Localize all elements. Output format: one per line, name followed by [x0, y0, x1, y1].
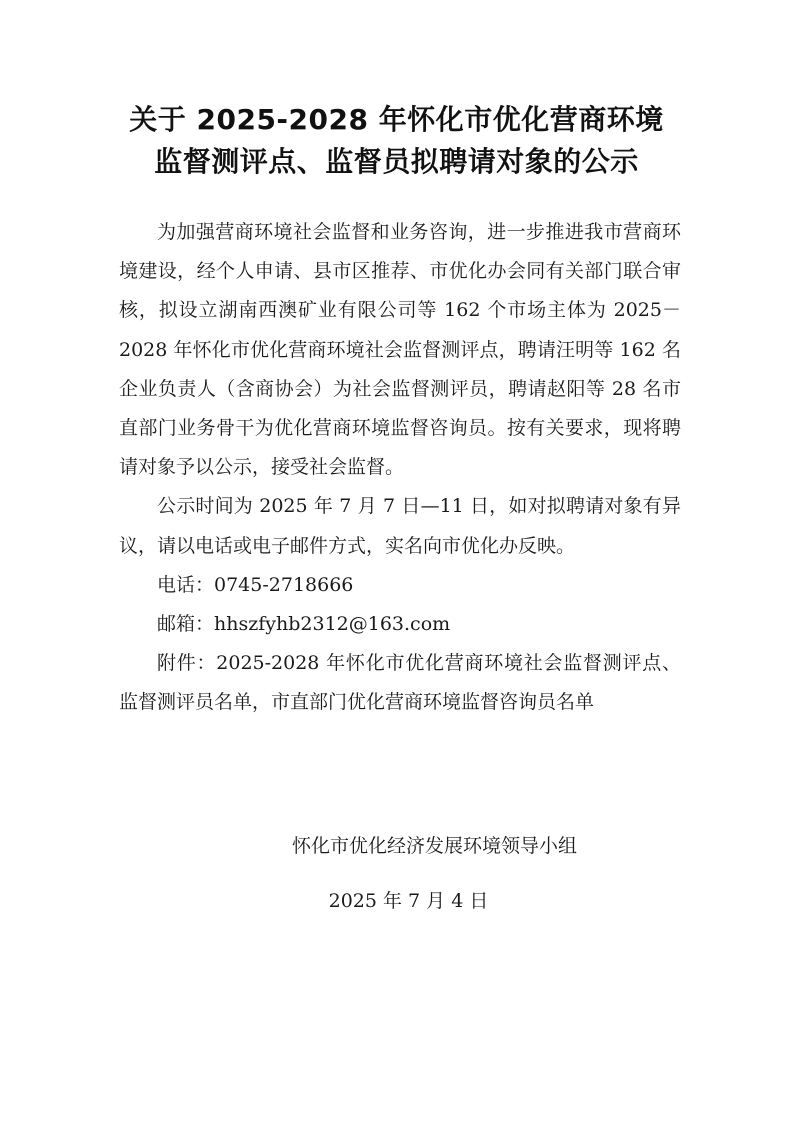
document-body: [119, 213, 681, 723]
document-title-line-1: 关于 2025-2028 年怀化市优化营商环境: [129, 103, 664, 136]
contact-phone: 电话：0745-2718666: [157, 573, 354, 596]
document-title-line-2: 监督测评点、监督员拟聘请对象的公示: [154, 145, 639, 178]
body-paragraph-intro: 为加强营商环境社会监督和业务咨询，进一步推进我市营商环境建设，经个人申请、县市区推荐、市优化办会同有关部门联合审核，拟设立湖南西澳矿业有限公司等 162 个市场主体为 2025－2028 年怀化市优化营商环境社会监督测评点，聘请汪明等 162 名企业负责人（含商协会）为社会监督测评员，聘请赵阳等 28 名市直部门业务骨干为优化营商环境监督咨询员。按有关要求，现将聘请对象予以公示，接受社会监督。: [119, 221, 681, 479]
contact-email: 邮箱：hhszfyhb2312@163.com: [157, 613, 451, 636]
attachment-note: 附件：2025-2028 年怀化市优化营商环境社会监督测评点、监督测评员名单，市直部门优化营商环境监督咨询员名单: [119, 652, 681, 714]
signature-date: 2025 年 7 月 4 日: [328, 890, 489, 912]
body-paragraph-notice-period: 公示时间为 2025 年 7 月 7 日—11 日，如对拟聘请对象有异议，请以电话或电子邮件方式，实名向市优化办反映。: [119, 495, 681, 557]
signature-organization: 怀化市优化经济发展环境领导小组: [291, 835, 577, 857]
